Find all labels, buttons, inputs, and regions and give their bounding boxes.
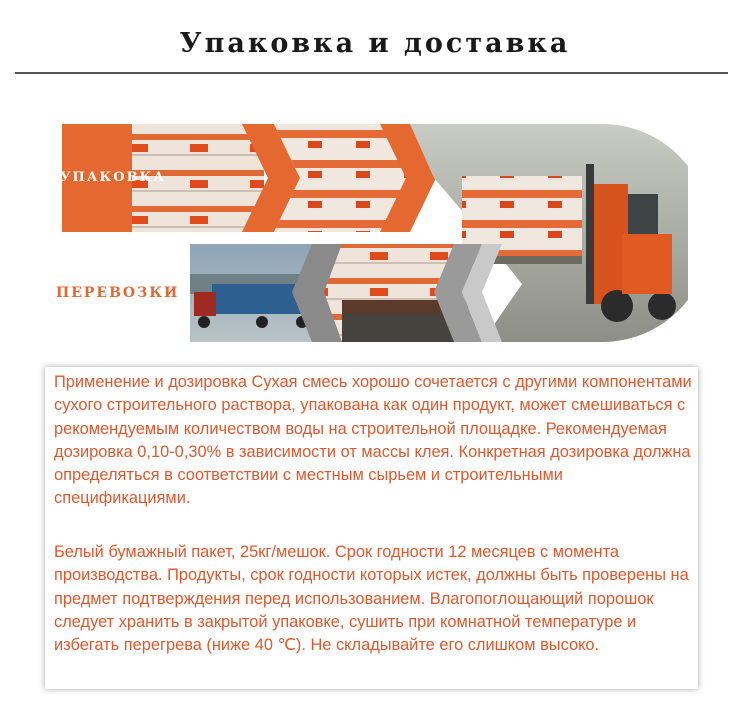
shipping-label: ПЕРЕВОЗКИ xyxy=(56,285,180,301)
page-title: Упаковка и доставка xyxy=(179,28,571,59)
application-paragraph: Применение и дозировка Сухая смесь хорошо сочетается с другими компонентами сухого строительного раствора, упакована как один продукт, может смешиваться с рекомендуемым количеством воды на строительной площадке. Рекомендуемая дозировка 0,10-0,30% в зависимости от массы клея. Конкретная дозировка должна определяться в соответствии с местным сырьем и строительными спецификациями. xyxy=(54,373,692,508)
storage-paragraph: Белый бумажный пакет, 25кг/мешок. Срок годности 12 месяцев с момента производства. Продукты, срок годности которых истек, должны быть проверены на предмет подтверждения перед использованием. Влагопоглощающий порошок следует хранить в закрытой упаковке, сушить при комнатной температуре и избегать перегрева (ниже 40 ℃). Не складывайте его слишком высоко. xyxy=(54,543,689,655)
title-divider xyxy=(15,72,728,74)
packaging-shipping-banner xyxy=(62,124,688,342)
packing-label: УПАКОВКА xyxy=(60,170,166,185)
